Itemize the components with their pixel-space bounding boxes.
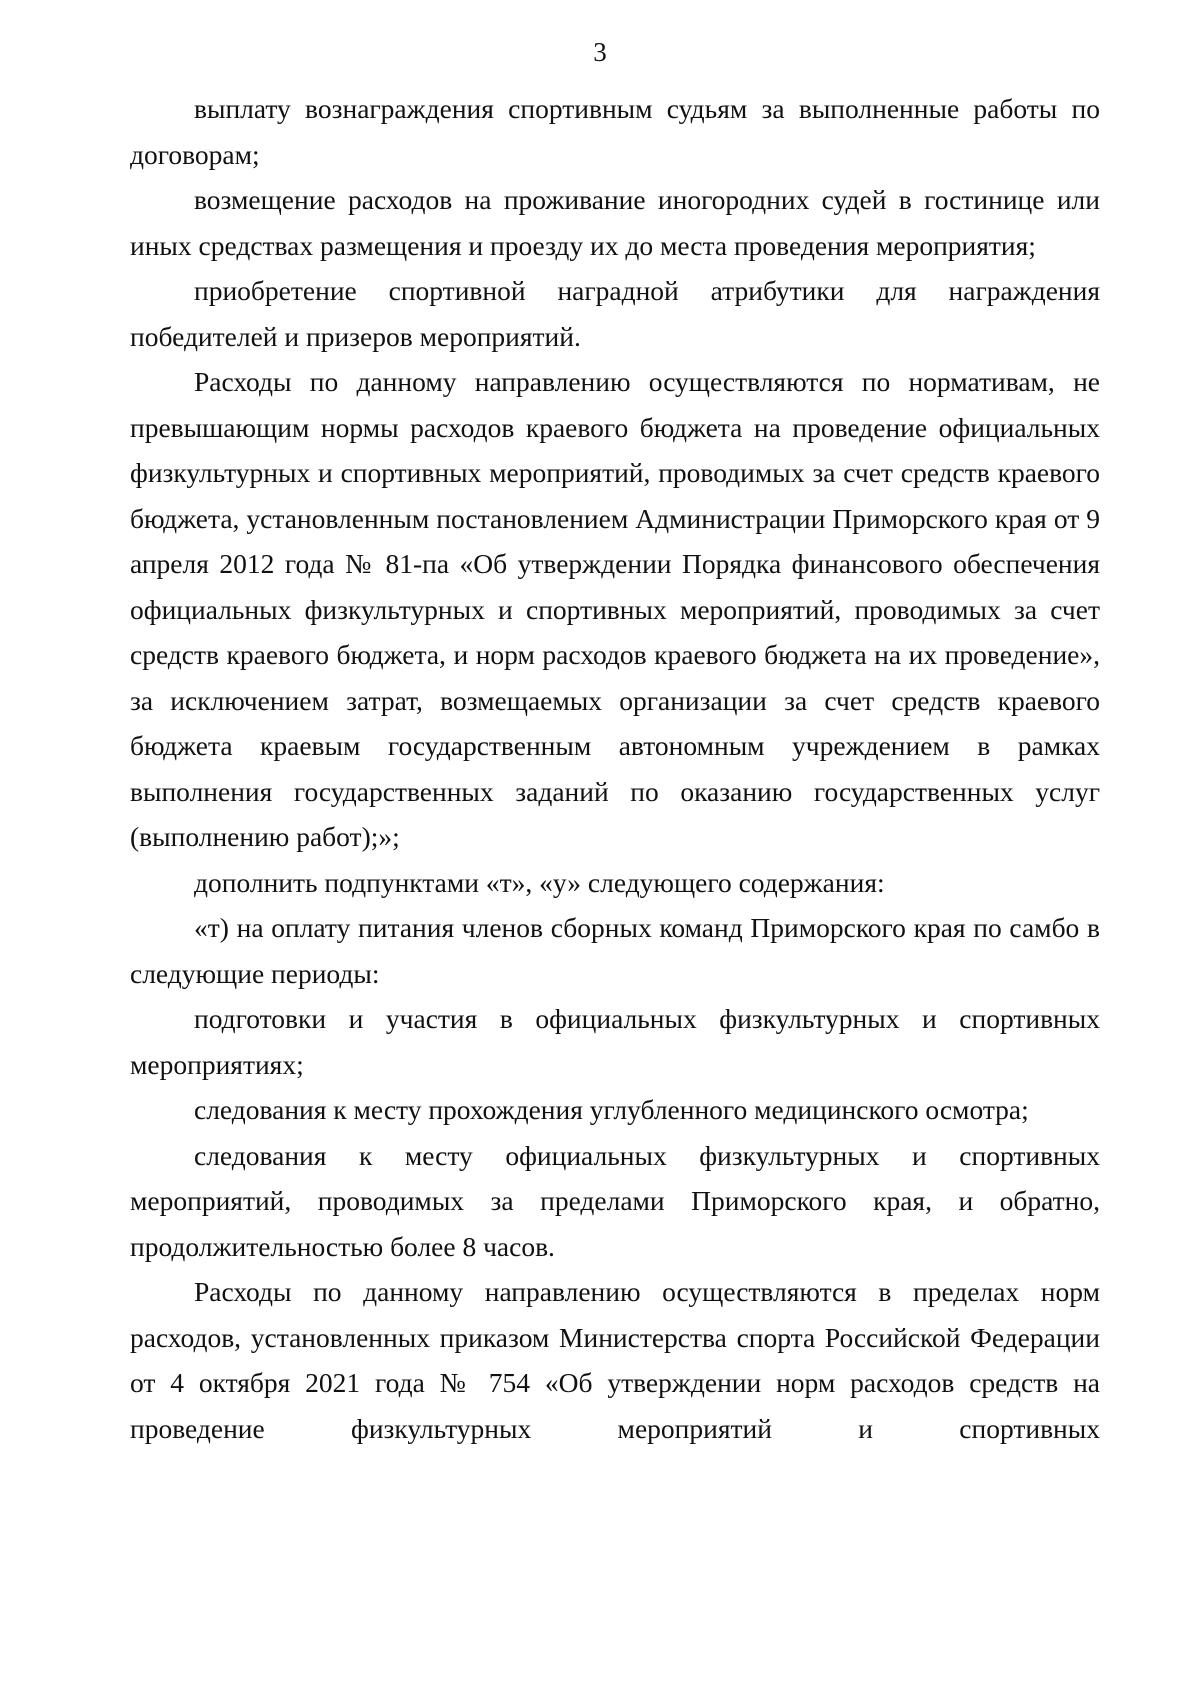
paragraph-award-attributes: приобретение спортивной наградной атрибутики для награждения победителей и призеров мероприятий. bbox=[130, 275, 1100, 352]
paragraph-expenses-norms: Расходы по данному направлению осуществляются по нормативам, не превышающим нормы расходов краевого бюджета на проведение официальных физкультурных и спортивных мероприятий, проводимых за счет средств краевого бюджета, установленным постановлением Администрации Приморского края от 9 апреля 2012 года № 81-па «Об утверждении Порядка финансового обеспечения официальных физкультурных и спортивных мероприятий, проводимых за счет средств краевого бюджета, и норм расходов краевого бюджета на их проведение», за исключением затрат, возмещаемых организации за счет средств краевого бюджета краевым государственным автономным учреждением в рамках выполнения государственных заданий по оказанию государственных услуг (выполнению работ);»; bbox=[130, 366, 1100, 852]
paragraph-ministry-norms: Расходы по данному направлению осуществляются в пределах норм расходов, установленных приказом Министерства спорта Российской Федерации от 4 октября 2021 года № 754 «Об утверждении норм расходов средств на проведение физкультурных мероприятий и спортивных bbox=[130, 1276, 1100, 1444]
paragraph-preparation: подготовки и участия в официальных физкультурных и спортивных мероприятиях; bbox=[130, 1003, 1100, 1080]
paragraph-judges-payment: выплату вознаграждения спортивным судьям за выполненные работы по договорам; bbox=[130, 93, 1100, 170]
paragraph-medical-exam: следования к месту прохождения углубленного медицинского осмотра; bbox=[194, 1094, 1029, 1125]
page-number: 3 bbox=[593, 37, 607, 67]
paragraph-subitem-t: «т) на оплату питания членов сборных команд Приморского края по самбо в следующие периоды: bbox=[130, 912, 1100, 989]
paragraph-judges-accommodation: возмещение расходов на проживание иногородних судей в гостинице или иных средствах размещения и проезду их до места проведения мероприятия; bbox=[130, 184, 1100, 261]
paragraph-travel: следования к месту официальных физкультурных и спортивных мероприятий, проводимых за пределами Приморского края, и обратно, продолжительностью более 8 часов. bbox=[130, 1139, 1100, 1262]
paragraph-add-subitems: дополнить подпунктами «т», «у» следующего содержания: bbox=[194, 866, 885, 898]
document-body bbox=[130, 86, 1100, 1451]
